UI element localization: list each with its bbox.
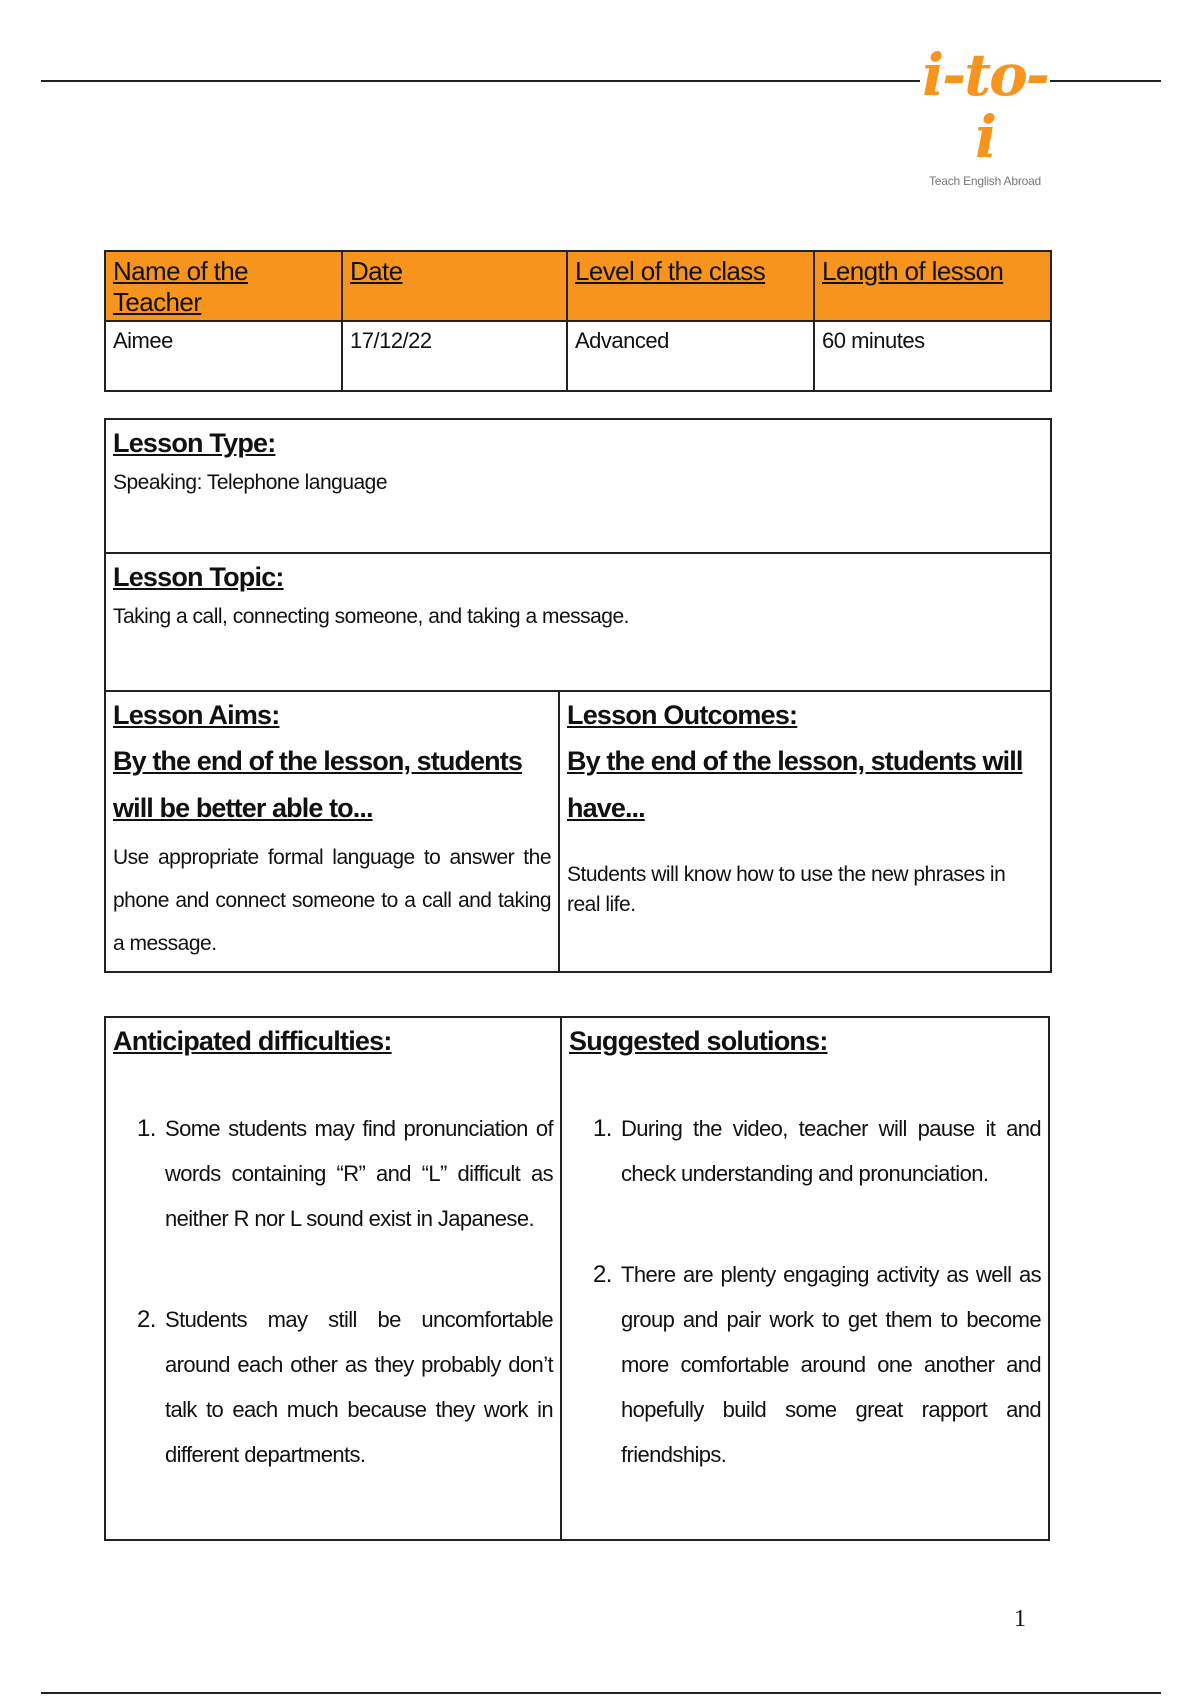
- lesson-outcomes-subheading: By the end of the lesson, students will have...: [567, 746, 1023, 823]
- footer-rule: [41, 1692, 1161, 1694]
- difficulties-list: [113, 1106, 553, 1477]
- difficulties-solutions-table: [104, 1016, 1050, 1541]
- lesson-type-value: Speaking: Telephone language: [113, 471, 388, 494]
- lesson-outcomes-label: Lesson Outcomes:: [567, 700, 798, 730]
- date-value: 17/12/22: [342, 321, 567, 391]
- info-header-row: [105, 251, 1051, 321]
- teacher-name-value: Aimee: [105, 321, 342, 391]
- info-value-row: [105, 321, 1051, 391]
- teacher-name-header: Name of the Teacher: [105, 251, 342, 321]
- solutions-list: [569, 1106, 1041, 1477]
- difficulties-row: [105, 1017, 1049, 1540]
- lesson-type-label: Lesson Type:: [113, 428, 276, 458]
- lesson-aims-cell: [105, 691, 559, 972]
- list-item-text: Students may still be uncomfortable around each other as they probably don’t talk to each much because they work in different departments.: [165, 1307, 553, 1467]
- lesson-length-value: 60 minutes: [814, 321, 1051, 391]
- lesson-aims-text: Use appropriate formal language to answer the phone and connect someone to a call and taking a message.: [113, 846, 551, 955]
- lesson-topic-value: Taking a call, connecting someone, and taking a message.: [113, 605, 630, 628]
- list-item-text: There are plenty engaging activity as well as group and pair work to get them to become more comfortable around one another and hopefully build some great rapport and friendships.: [621, 1262, 1041, 1467]
- date-header: Date: [342, 251, 567, 321]
- list-item: [593, 1252, 1041, 1477]
- lesson-aims-label: Lesson Aims:: [113, 700, 280, 730]
- lesson-details-table: [104, 418, 1052, 973]
- lesson-aims-subheading: By the end of the lesson, students will be better able to...: [113, 746, 522, 823]
- anticipated-difficulties-label: Anticipated difficulties:: [113, 1026, 392, 1056]
- lesson-topic-row: [105, 553, 1051, 691]
- lesson-outcomes-cell: [559, 691, 1051, 972]
- lesson-topic-label: Lesson Topic:: [113, 562, 284, 592]
- lesson-type-row: [105, 419, 1051, 553]
- list-item-text: During the video, teacher will pause it and check understanding and pronunciation.: [621, 1116, 1041, 1186]
- logo-tagline: Teach English Abroad: [928, 174, 1042, 188]
- aims-outcomes-row: [105, 691, 1051, 972]
- lesson-topic-cell: [105, 553, 1051, 691]
- list-item: [137, 1106, 553, 1241]
- suggested-solutions-label: Suggested solutions:: [569, 1026, 828, 1056]
- page-number: 1: [1014, 1606, 1026, 1632]
- anticipated-difficulties-cell: [105, 1017, 561, 1540]
- lesson-type-cell: [105, 419, 1051, 553]
- list-item-number: 1.: [137, 1115, 156, 1142]
- list-item-text: Some students may find pronunciation of words containing “R” and “L” difficult as neither R nor L sound exist in Japanese.: [165, 1116, 553, 1231]
- list-item: [137, 1297, 553, 1477]
- lesson-info-table: [104, 250, 1052, 392]
- list-item-number: 2.: [593, 1261, 612, 1288]
- class-level-header: Level of the class: [567, 251, 814, 321]
- suggested-solutions-cell: [561, 1017, 1049, 1540]
- logo: [920, 38, 1050, 188]
- lesson-length-header: Length of lesson: [814, 251, 1051, 321]
- list-item: [593, 1106, 1041, 1196]
- lesson-outcomes-text: Students will know how to use the new phrases in real life.: [567, 863, 1006, 916]
- class-level-value: Advanced: [567, 321, 814, 391]
- list-item-number: 1.: [593, 1115, 612, 1142]
- logo-mark: i-to-i: [922, 41, 1048, 171]
- list-item-number: 2.: [137, 1306, 156, 1333]
